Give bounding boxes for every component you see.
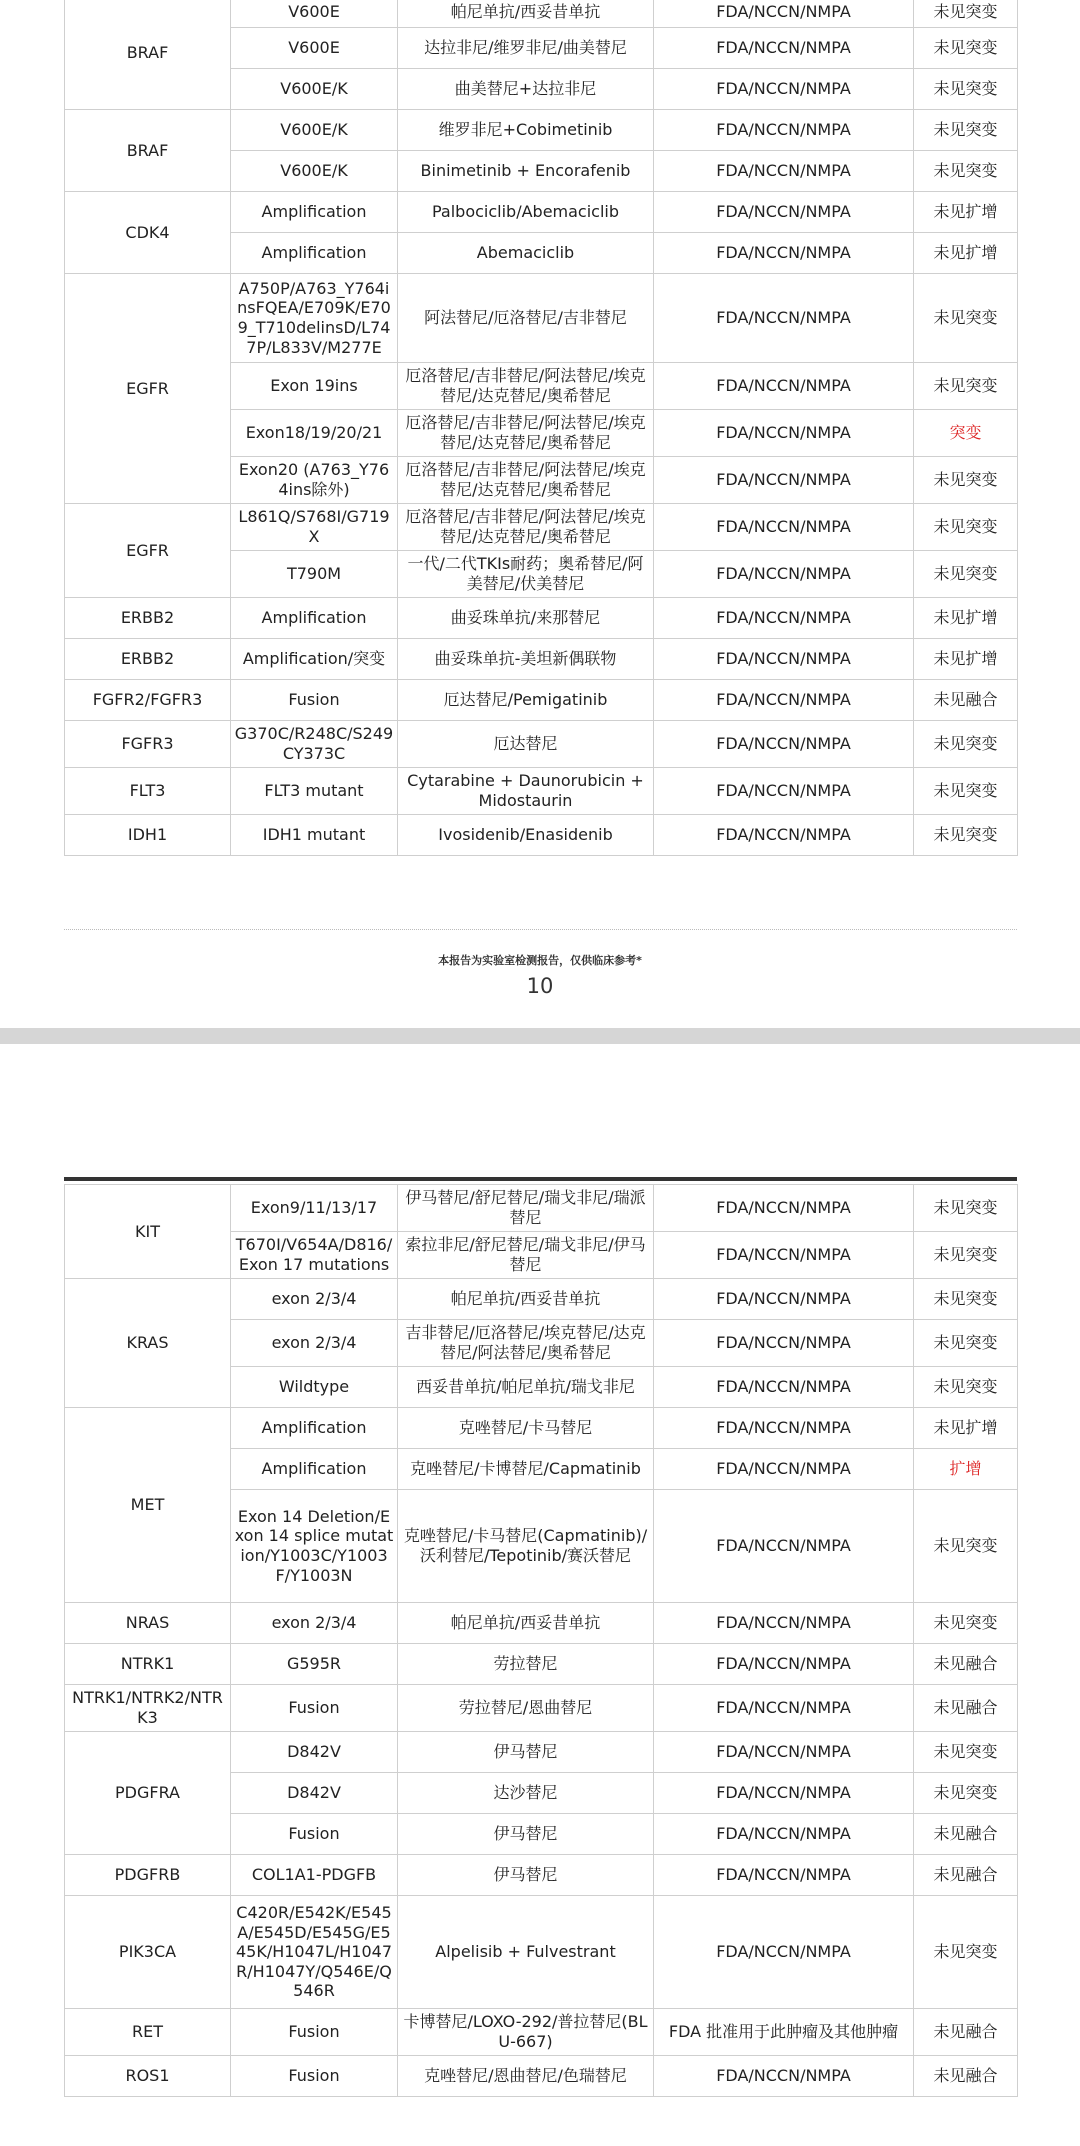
table-row [65,680,1018,721]
approval-cell: FDA/NCCN/NMPA [654,1279,914,1320]
variant-cell: Fusion [231,680,398,721]
variant-cell: COL1A1-PDGFB [231,1855,398,1896]
gene-cell: PDGFRB [65,1855,231,1896]
result-cell: 未见突变 [914,0,1018,28]
approval-cell: FDA/NCCN/NMPA [654,410,914,457]
drug-cell: 帕尼单抗/西妥昔单抗 [398,0,654,28]
result-cell: 未见融合 [914,2056,1018,2097]
result-cell: 未见突变 [914,151,1018,192]
variant-cell: D842V [231,1773,398,1814]
table-row [65,639,1018,680]
drug-cell: Abemaciclib [398,233,654,274]
table-row [65,504,1018,551]
gene-cell: ERBB2 [65,639,231,680]
gene-cell: KRAS [65,1279,231,1408]
gene-cell: PIK3CA [65,1896,231,2009]
result-cell: 未见突变 [914,1773,1018,1814]
drug-cell: 曲美替尼+达拉非尼 [398,69,654,110]
drug-cell: 一代/二代TKIs耐药；奥希替尼/阿美替尼/伏美替尼 [398,551,654,598]
variant-cell: A750P/A763_Y764insFQEA/E709K/E709_T710delinsD/L747P/L833V/M277E [231,274,398,363]
variant-cell: L861Q/S768I/G719X [231,504,398,551]
gene-cell: KIT [65,1185,231,1279]
drug-cell: 伊马替尼/舒尼替尼/瑞戈非尼/瑞派替尼 [398,1185,654,1232]
variant-cell: V600E [231,0,398,28]
approval-cell: FDA/NCCN/NMPA [654,721,914,768]
variant-cell: Wildtype [231,1367,398,1408]
result-cell: 未见突变 [914,69,1018,110]
approval-cell: FDA/NCCN/NMPA [654,1232,914,1279]
result-cell: 未见融合 [914,1644,1018,1685]
gene-cell: EGFR [65,504,231,598]
approval-cell: FDA/NCCN/NMPA [654,1367,914,1408]
drug-cell: 帕尼单抗/西妥昔单抗 [398,1603,654,1644]
approval-cell: FDA/NCCN/NMPA [654,1408,914,1449]
table-row [65,110,1018,151]
gene-cell: ROS1 [65,2056,231,2097]
result-cell: 未见突变 [914,768,1018,815]
approval-cell: FDA/NCCN/NMPA [654,1732,914,1773]
drug-cell: Alpelisib + Fulvestrant [398,1896,654,2009]
variant-cell: Exon18/19/20/21 [231,410,398,457]
gene-cell: RET [65,2009,231,2056]
result-cell: 未见融合 [914,2009,1018,2056]
table-row [65,192,1018,233]
approval-cell: FDA/NCCN/NMPA [654,1490,914,1603]
gene-cell: EGFR [65,274,231,504]
drug-cell: 曲妥珠单抗/来那替尼 [398,598,654,639]
variant-cell: Amplification [231,1449,398,1490]
variant-cell: Exon9/11/13/17 [231,1185,398,1232]
drug-cell: 伊马替尼 [398,1732,654,1773]
result-cell: 未见突变 [914,274,1018,363]
drug-cell: 维罗非尼+Cobimetinib [398,110,654,151]
drug-cell: Binimetinib + Encorafenib [398,151,654,192]
approval-cell: FDA/NCCN/NMPA [654,1644,914,1685]
result-cell: 未见融合 [914,1685,1018,1732]
result-cell: 未见突变 [914,721,1018,768]
table-row [65,1279,1018,1320]
table-row [65,1896,1018,2009]
table-row [65,0,1018,28]
variant-cell: Fusion [231,2009,398,2056]
variant-cell: Amplification/突变 [231,639,398,680]
gene-cell: FGFR2/FGFR3 [65,680,231,721]
result-cell: 未见突变 [914,551,1018,598]
result-cell: 未见突变 [914,28,1018,69]
variant-cell: Amplification [231,1408,398,1449]
table-top-rule [64,1177,1017,1181]
gene-cell: BRAF [65,0,231,110]
variant-cell: Amplification [231,598,398,639]
result-cell: 未见融合 [914,1855,1018,1896]
approval-cell: FDA/NCCN/NMPA [654,69,914,110]
result-cell: 未见突变 [914,1185,1018,1232]
approval-cell: FDA/NCCN/NMPA [654,504,914,551]
approval-cell: FDA/NCCN/NMPA [654,1896,914,2009]
result-cell: 未见突变 [914,1732,1018,1773]
table-row [65,1685,1018,1732]
drug-cell: 劳拉替尼/恩曲替尼 [398,1685,654,1732]
drug-cell: 达拉非尼/维罗非尼/曲美替尼 [398,28,654,69]
approval-cell: FDA/NCCN/NMPA [654,151,914,192]
variant-cell: C420R/E542K/E545A/E545D/E545G/E545K/H1047L/H1047R/H1047Y/Q546E/Q546R [231,1896,398,2009]
variant-cell: Fusion [231,2056,398,2097]
drug-cell: 厄洛替尼/吉非替尼/阿法替尼/埃克替尼/达克替尼/奥希替尼 [398,457,654,504]
approval-cell: FDA/NCCN/NMPA [654,2056,914,2097]
drug-cell: 厄洛替尼/吉非替尼/阿法替尼/埃克替尼/达克替尼/奥希替尼 [398,363,654,410]
variant-cell: V600E [231,28,398,69]
gene-cell: NTRK1/NTRK2/NTRK3 [65,1685,231,1732]
approval-cell: FDA/NCCN/NMPA [654,639,914,680]
drug-cell: 伊马替尼 [398,1814,654,1855]
result-cell: 未见突变 [914,504,1018,551]
result-cell: 未见突变 [914,1232,1018,1279]
drug-cell: 劳拉替尼 [398,1644,654,1685]
approval-cell: FDA/NCCN/NMPA [654,457,914,504]
gene-cell: FGFR3 [65,721,231,768]
drug-cell: 索拉非尼/舒尼替尼/瑞戈非尼/伊马替尼 [398,1232,654,1279]
result-cell: 未见扩增 [914,192,1018,233]
table-row [65,1408,1018,1449]
approval-cell: FDA/NCCN/NMPA [654,192,914,233]
table-row [65,721,1018,768]
variant-cell: Exon 14 Deletion/Exon 14 splice mutation/Y1003C/Y1003F/Y1003N [231,1490,398,1603]
drug-cell: 帕尼单抗/西妥昔单抗 [398,1279,654,1320]
variant-cell: exon 2/3/4 [231,1320,398,1367]
approval-cell: FDA/NCCN/NMPA [654,1814,914,1855]
drug-cell: 厄洛替尼/吉非替尼/阿法替尼/埃克替尼/达克替尼/奥希替尼 [398,410,654,457]
approval-cell: FDA/NCCN/NMPA [654,233,914,274]
result-cell: 未见突变 [914,1367,1018,1408]
result-cell: 未见突变 [914,1896,1018,2009]
approval-cell: FDA/NCCN/NMPA [654,598,914,639]
variant-cell: D842V [231,1732,398,1773]
approval-cell: FDA/NCCN/NMPA [654,0,914,28]
variant-cell: exon 2/3/4 [231,1279,398,1320]
drug-cell: 克唑替尼/卡马替尼(Capmatinib)/沃利替尼/Tepotinib/赛沃替尼 [398,1490,654,1603]
variant-cell: Exon20 (A763_Y764ins除外) [231,457,398,504]
table-row [65,1603,1018,1644]
table-row [65,1185,1018,1232]
result-cell: 未见突变 [914,110,1018,151]
table-row [65,1732,1018,1773]
result-cell: 未见融合 [914,680,1018,721]
gene-cell: CDK4 [65,192,231,274]
result-cell-positive: 突变 [914,410,1018,457]
approval-cell: FDA/NCCN/NMPA [654,274,914,363]
gene-cell: ERBB2 [65,598,231,639]
table-row [65,274,1018,363]
variant-cell: V600E/K [231,110,398,151]
table-row [65,2009,1018,2056]
table-row [65,2056,1018,2097]
gene-cell: BRAF [65,110,231,192]
drug-target-table-page-10 [64,0,1018,856]
variant-cell: FLT3 mutant [231,768,398,815]
table-row [65,768,1018,815]
gene-cell: MET [65,1408,231,1603]
variant-cell: Amplification [231,192,398,233]
drug-cell: 西妥昔单抗/帕尼单抗/瑞戈非尼 [398,1367,654,1408]
result-cell: 未见突变 [914,1320,1018,1367]
result-cell: 未见扩增 [914,639,1018,680]
drug-cell: Ivosidenib/Enasidenib [398,815,654,856]
approval-cell: FDA/NCCN/NMPA [654,1185,914,1232]
result-cell: 未见突变 [914,1490,1018,1603]
result-cell: 未见突变 [914,457,1018,504]
variant-cell: Fusion [231,1814,398,1855]
variant-cell: Fusion [231,1685,398,1732]
drug-cell: 厄达替尼 [398,721,654,768]
footer-divider [64,929,1017,930]
gene-cell: NTRK1 [65,1644,231,1685]
approval-cell: FDA/NCCN/NMPA [654,680,914,721]
result-cell-positive: 扩增 [914,1449,1018,1490]
drug-cell: 曲妥珠单抗-美坦新偶联物 [398,639,654,680]
variant-cell: V600E/K [231,69,398,110]
result-cell: 未见突变 [914,815,1018,856]
variant-cell: Amplification [231,233,398,274]
approval-cell: FDA/NCCN/NMPA [654,28,914,69]
variant-cell: Exon 19ins [231,363,398,410]
approval-cell: FDA/NCCN/NMPA [654,551,914,598]
gene-cell: NRAS [65,1603,231,1644]
result-cell: 未见突变 [914,1603,1018,1644]
result-cell: 未见扩增 [914,1408,1018,1449]
drug-cell: 阿法替尼/厄洛替尼/吉非替尼 [398,274,654,363]
drug-cell: 吉非替尼/厄洛替尼/埃克替尼/达克替尼/阿法替尼/奥希替尼 [398,1320,654,1367]
approval-cell: FDA/NCCN/NMPA [654,110,914,151]
gene-cell: PDGFRA [65,1732,231,1855]
variant-cell: IDH1 mutant [231,815,398,856]
variant-cell: T790M [231,551,398,598]
table-row [65,1855,1018,1896]
approval-cell: FDA/NCCN/NMPA [654,1773,914,1814]
drug-cell: 厄洛替尼/吉非替尼/阿法替尼/埃克替尼/达克替尼/奥希替尼 [398,504,654,551]
variant-cell: G370C/R248C/S249CY373C [231,721,398,768]
approval-cell: FDA/NCCN/NMPA [654,1685,914,1732]
table-row [65,598,1018,639]
approval-cell: FDA/NCCN/NMPA [654,815,914,856]
drug-cell: 克唑替尼/恩曲替尼/色瑞替尼 [398,2056,654,2097]
result-cell: 未见扩增 [914,233,1018,274]
variant-cell: T670I/V654A/D816/Exon 17 mutations [231,1232,398,1279]
approval-cell: FDA/NCCN/NMPA [654,363,914,410]
approval-cell: FDA/NCCN/NMPA [654,1855,914,1896]
result-cell: 未见融合 [914,1814,1018,1855]
drug-cell: 克唑替尼/卡马替尼 [398,1408,654,1449]
table-row [65,815,1018,856]
drug-cell: 厄达替尼/Pemigatinib [398,680,654,721]
gene-cell: IDH1 [65,815,231,856]
variant-cell: V600E/K [231,151,398,192]
approval-cell: FDA/NCCN/NMPA [654,768,914,815]
approval-cell: FDA/NCCN/NMPA [654,1449,914,1490]
page-number: 10 [526,974,554,998]
drug-cell: 伊马替尼 [398,1855,654,1896]
drug-cell: Cytarabine + Daunorubicin + Midostaurin [398,768,654,815]
drug-cell: 克唑替尼/卡博替尼/Capmatinib [398,1449,654,1490]
drug-cell: 达沙替尼 [398,1773,654,1814]
drug-target-table-page-11 [64,1184,1018,2097]
table-row [65,1644,1018,1685]
variant-cell: G595R [231,1644,398,1685]
approval-cell: FDA/NCCN/NMPA [654,1603,914,1644]
result-cell: 未见扩增 [914,598,1018,639]
gene-cell: FLT3 [65,768,231,815]
result-cell: 未见突变 [914,1279,1018,1320]
result-cell: 未见突变 [914,363,1018,410]
footer-disclaimer: 本报告为实验室检测报告，仅供临床参考* [438,954,642,967]
drug-cell: Palbociclib/Abemaciclib [398,192,654,233]
variant-cell: exon 2/3/4 [231,1603,398,1644]
approval-cell: FDA 批准用于此肿瘤及其他肿瘤 [654,2009,914,2056]
approval-cell: FDA/NCCN/NMPA [654,1320,914,1367]
page-separator [0,1028,1080,1044]
drug-cell: 卡博替尼/LOXO-292/普拉替尼(BLU-667) [398,2009,654,2056]
